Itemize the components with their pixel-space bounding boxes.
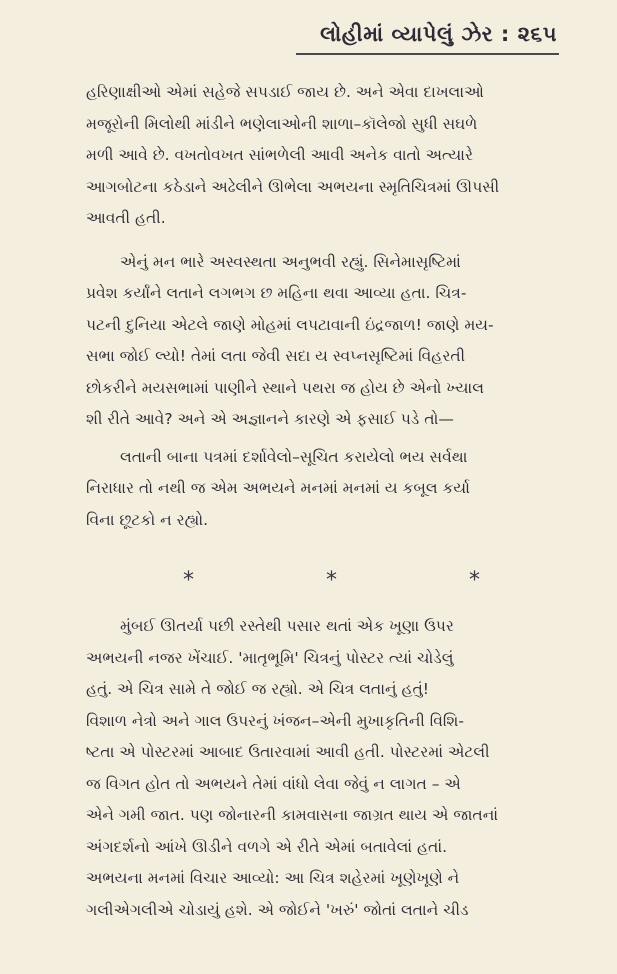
header-rule	[296, 53, 559, 55]
running-header: લોહીમાં વ્યાપેલું ઝેર : ૨૬૫	[320, 22, 557, 46]
paragraph-line: જ વિગત હોત તો અભયને તેમાં વાંધો લેવા જેવું ન લાગત – એ	[86, 774, 461, 793]
paragraph-line: આગબોટના કઠેડાને અઢેલીને ઊભેલા અભયના સ્મૃતિચિત્રમાં ઊપસી	[86, 177, 500, 196]
separator-star: *	[183, 568, 194, 593]
paragraph-4	[86, 611, 577, 926]
paragraph-line: સભા જોઈ લ્યો! તેમાં લતા જેવી સદા ય સ્વપ્નસૃષ્ટિમાં વિહરતી	[86, 347, 466, 365]
paragraph-line: હરિણાક્ષીઓ એમાં સહેજે સપડાઈ જાય છે. અને એવા દાખલાઓ	[86, 83, 484, 101]
paragraph-line: મળી આવે છે. વખતોવખત સાંભળેલી આવી અનેક વાતો અત્યારે	[86, 146, 473, 164]
paragraph-line: છોકરીને મયસભામાં પાણીને સ્થાને પથરા જ હોય છે એનો ખ્યાલ	[86, 378, 484, 397]
paragraph-line: આવતી હતી.	[86, 209, 166, 227]
paragraph-line: મુંબઈ ઊતર્યા પછી રસ્તેથી પસાર થતાં એક ખૂણા ઉપર	[120, 617, 454, 635]
paragraph-line: અંગદર્શનો આંખે ઊડીને વળગે એ રીતે એમાં બતાવેલાં હતાં.	[86, 837, 448, 856]
paragraph-line: મજૂરોની મિલોથી માંડીને ભણેલાઓની શાળા–કૉલેજો સુધી સઘળે	[86, 114, 478, 133]
paragraph-line: ગલીએગલીએ ચોડાયું હશે. એ જોઈને 'ખરું' જોતાં લતાને ચીડ	[86, 900, 469, 919]
paragraph-line: એને ગમી જાત. પણ જોનારની કામવાસના જાગ્રત થાય એ જાતનાં	[86, 806, 499, 824]
paragraph-3	[86, 442, 577, 537]
paragraph-1	[86, 77, 577, 235]
paragraph-line: લતાની બાના પત્રમાં દર્શાવેલો–સૂચિત કરાયેલો ભય સર્વથા	[120, 447, 468, 466]
paragraph-line: વિના છૂટકો ન રહ્યો.	[86, 510, 209, 529]
paragraph-line: હતું. એ ચિત્ર સામે તે જોઈ જ રહ્યો. એ ચિત્ર લતાનું હતું!	[86, 680, 429, 698]
paragraph-line: શી રીતે આવે? અને એ અજ્ઞાનને કારણે એ ફસાઈ પડે તો—	[86, 410, 454, 428]
paragraph-line: પ્રવેશ કર્યાંને લતાને લગભગ છ મહિના થવા આવ્યા હતા. ચિત્ર-	[86, 284, 467, 302]
paragraph-line: નિરાધાર તો નથી જ એમ અભયને મનમાં મનમાં ય કબૂલ કર્યા	[86, 479, 470, 497]
separator-star: *	[326, 568, 337, 593]
paragraph-line: વિશાળ નેત્રો અને ગાલ ઉપરનું ખંજન–એની મુખાકૃતિની વિશિ-	[86, 711, 464, 730]
section-separator	[86, 568, 577, 593]
paragraph-line: અભયની નજર ખેંચાઈ. 'માતૃભૂમિ' ચિત્રનું પોસ્ટર ત્યાં ચોડેલું	[86, 648, 454, 667]
paragraph-2	[86, 247, 577, 436]
paragraph-line: પટની દુનિયા એટલે જાણે મોહમાં લપટાવાની ઇંદ્રજાળ! જાણે મય-	[86, 315, 494, 334]
separator-star: *	[469, 568, 480, 593]
paragraph-line: અભયના મનમાં વિચાર આવ્યો: આ ચિત્ર શહેરમાં ખૂણેખૂણે ને	[86, 869, 460, 887]
paragraph-line: ષ્ટતા એ પોસ્ટરમાં આબાદ ઉતારવામાં આવી હતી. પોસ્ટરમાં એટલી	[86, 743, 490, 761]
paragraph-line: એનું મન ભારે અસ્વસ્થતા અનુભવી રહ્યું. સિનેમાસૃષ્ટિમાં	[120, 252, 461, 271]
